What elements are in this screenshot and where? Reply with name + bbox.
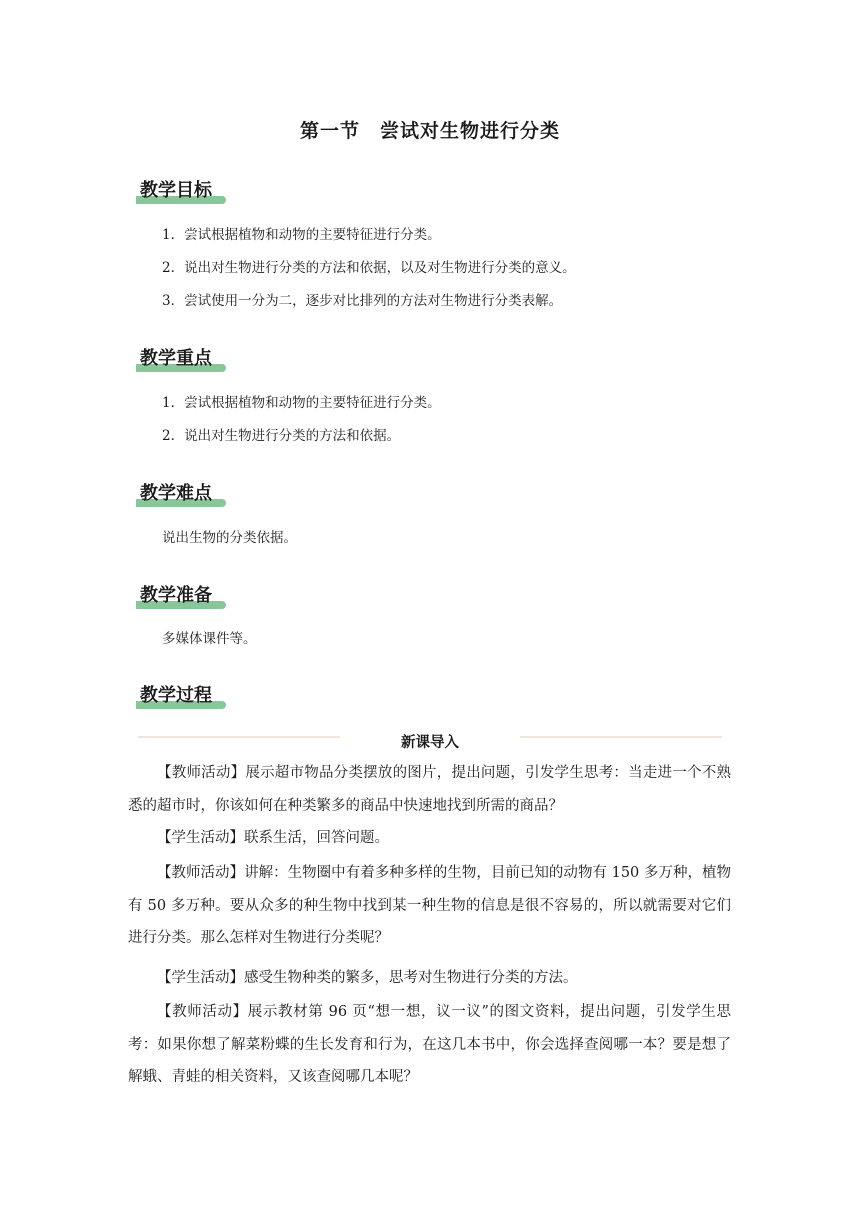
page-title: 第一节 尝试对生物进行分类 <box>299 120 560 142</box>
section-heading-process: 教学过程 <box>136 679 226 709</box>
objective-item-3: 3．尝试使用一分为二，逐步对比排列的方法对生物进行分类表解。 <box>162 293 563 309</box>
objective-item-2: 2．说出对生物进行分类的方法和依据，以及对生物进行分类的意义。 <box>162 260 576 276</box>
process-paragraph-3: 【教师活动】讲解：生物圈中有着多种多样的生物，目前已知的动物有 150 多万种，植物有 50 多万种。要从众多的种生物中找到某一种生物的信息是很不容易的，所以就需要对它们进行分类。那么怎样对生物进行分类呢？ <box>128 865 731 946</box>
subheading-new-lesson: 新课导入 <box>401 735 459 751</box>
subheading-divider-right <box>520 736 722 738</box>
section-heading-difficulties: 教学难点 <box>136 477 226 507</box>
process-paragraph-1: 【教师活动】展示超市物品分类摆放的图片，提出问题，引发学生思考：当走进一个不熟悉的超市时，你该如何在种类繁多的商品中快速地找到所需的商品？ <box>128 765 731 814</box>
key-point-item-1: 1．尝试根据植物和动物的主要特征进行分类。 <box>162 395 441 411</box>
section-heading-objectives: 教学目标 <box>136 174 226 204</box>
section-heading-preparation: 教学准备 <box>136 579 226 609</box>
objective-item-1: 1．尝试根据植物和动物的主要特征进行分类。 <box>162 227 441 243</box>
difficulties-text: 说出生物的分类依据。 <box>162 530 297 546</box>
process-paragraph-2: 【学生活动】联系生活，回答问题。 <box>157 830 389 846</box>
preparation-text: 多媒体课件等。 <box>162 631 257 647</box>
key-point-item-2: 2．说出对生物进行分类的方法和依据。 <box>162 428 401 444</box>
section-heading-key-points: 教学重点 <box>136 342 226 372</box>
process-paragraph-5: 【教师活动】展示教材第 96 页“想一想，议一议”的图文资料，提出问题，引发学生思考：如果你想了解菜粉蝶的生长发育和行为，在这几本书中，你会选择查阅哪一本？要是想了解蛾、青蛙的相关资料，又该查阅哪几本呢？ <box>128 1004 731 1085</box>
process-paragraph-4: 【学生活动】感受生物种类的繁多，思考对生物进行分类的方法。 <box>157 970 578 986</box>
